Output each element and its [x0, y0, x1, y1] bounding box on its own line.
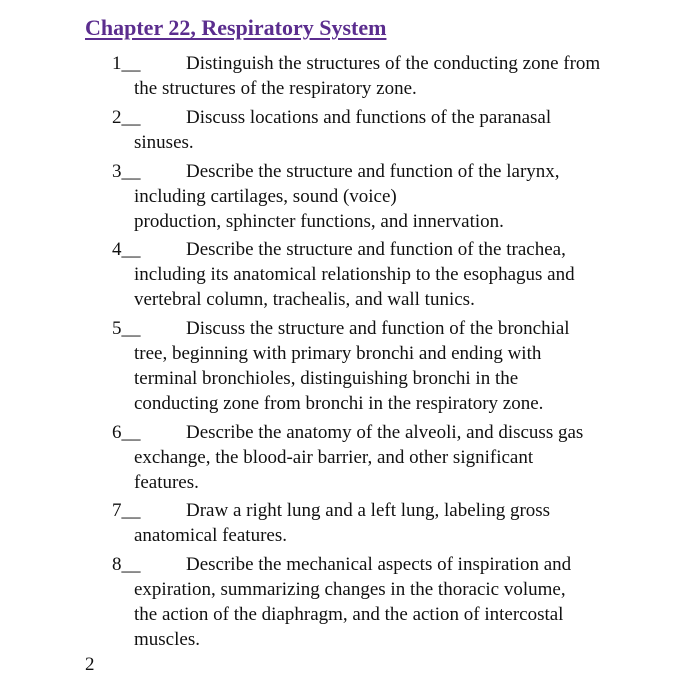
- objective-number: 5__: [112, 318, 141, 339]
- objective-rest: including its anatomical relationship to the esophagus and vertebral column, trachealis, and wall tunics.: [134, 264, 575, 310]
- objective-rest: exchange, the blood-air barrier, and other significant features.: [134, 447, 534, 493]
- objective-line1: Discuss locations and functions of the paranasal: [186, 107, 552, 128]
- objective-line1: Describe the mechanical aspects of inspiration and: [186, 554, 572, 575]
- objective-item: [112, 237, 672, 312]
- objective-item: [112, 498, 672, 548]
- objective-line1: Describe the structure and function of the trachea,: [186, 239, 566, 260]
- objective-rest: sinuses.: [134, 132, 194, 153]
- objective-line1: Draw a right lung and a left lung, labeling gross: [186, 500, 551, 521]
- objective-number: 2__: [112, 107, 141, 128]
- objective-item: [112, 552, 672, 652]
- objective-number: 8__: [112, 554, 141, 575]
- objective-rest: anatomical features.: [134, 525, 287, 546]
- objective-line1: Describe the structure and function of the larynx,: [186, 161, 560, 182]
- objective-line1: Describe the anatomy of the alveoli, and discuss gas: [186, 422, 584, 443]
- chapter-title: Chapter 22, Respiratory System: [85, 15, 387, 40]
- objective-item: [112, 316, 672, 416]
- objective-number: 4__: [112, 239, 141, 260]
- objective-rest: including cartilages, sound (voice) production, sphincter functions, and innervation.: [134, 186, 504, 232]
- objective-item: [112, 105, 672, 155]
- page-number-fragment: 2: [85, 654, 95, 675]
- objective-number: 1__: [112, 53, 141, 74]
- objective-number: 3__: [112, 161, 141, 182]
- objective-item: [112, 51, 672, 101]
- objective-rest: the structures of the respiratory zone.: [134, 78, 417, 99]
- objective-item: [112, 159, 672, 234]
- objective-line1: Distinguish the structures of the conducting zone from: [186, 53, 601, 74]
- objective-rest: tree, beginning with primary bronchi and ending with terminal bronchioles, distinguishing bronchi in the conducting zone from bronchi in the respiratory zone.: [134, 343, 544, 414]
- objective-rest: expiration, summarizing changes in the thoracic volume, the action of the diaphragm, and the action of intercostal muscles.: [134, 579, 566, 650]
- objective-item: [112, 420, 672, 495]
- objective-line1: Discuss the structure and function of the bronchial: [186, 318, 570, 339]
- objective-number: 6__: [112, 422, 141, 443]
- objective-number: 7__: [112, 500, 141, 521]
